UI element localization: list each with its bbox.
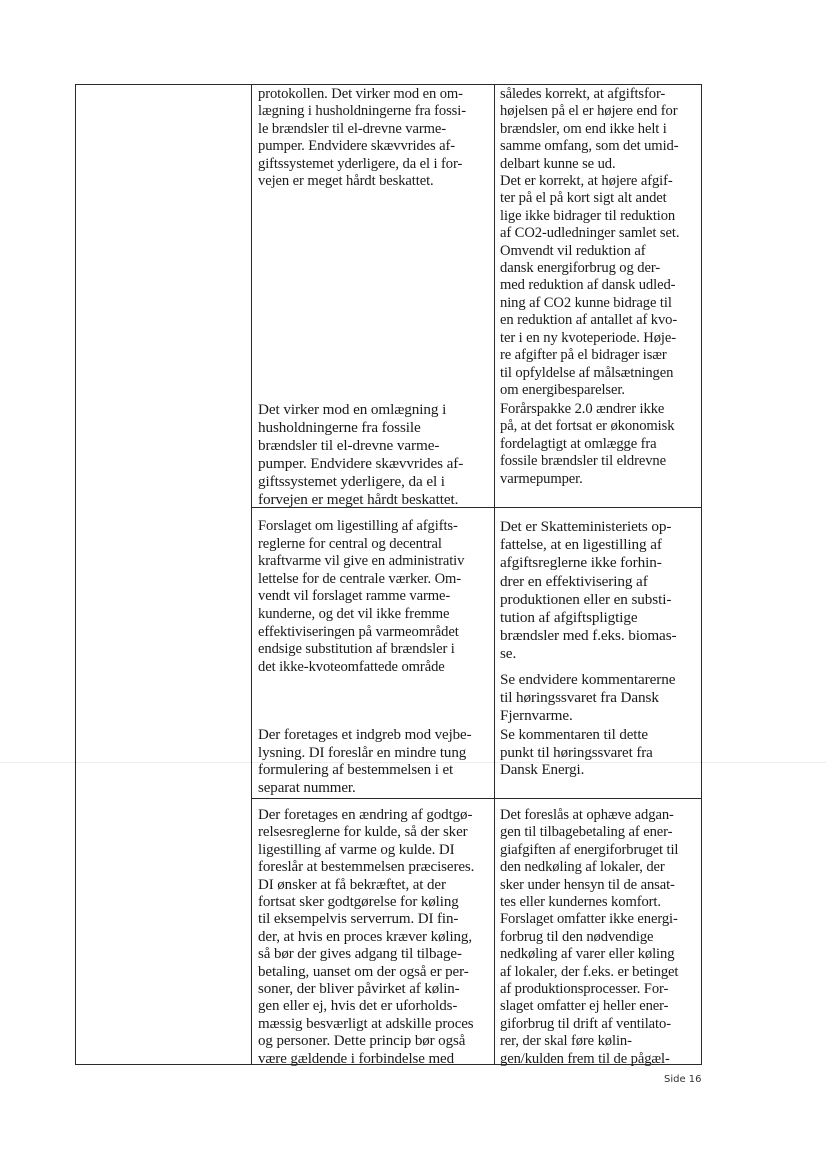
table-column-divider-1 (251, 84, 252, 1065)
row-5-right-cell: Det foreslås at ophæve adgan- gen til tilbagebetaling af ener- giafgiften af energiforbruget til den nedkøling af lokaler, der sker under hensyn til de ansat- tes eller kundernes komfort. Forslaget omfatter ikke energi- forbrug til den nødvendige nedkøling af varer eller køling af lokaler, der f.eks. er betinget af produktionsprocesser. For- slaget omfatter ej heller ener- giforbrug til drift af ventilato- rer, der skal føre kølin- gen/kulden frem til de pågæl- (500, 807, 679, 1067)
row-1-right-cell: således korrekt, at afgiftsfor- højelsen på el er højere end for brændsler, om end ikke helt i samme omfang, som det umid- delbart kunne se ud. Det er korrekt, at højere afgif- ter på el på kort sigt alt andet lige ikke bidrager til reduktion af CO2-udledninger samlet set. Omvendt vil reduktion af dansk energiforbrug og der- med reduktion af dansk udled- ning af CO2 kunne bidrage til en reduktion af antallet af kvo- ter i en ny kvoteperiode. Høje- re afgifter på el bidrager især til opfyldelse af målsætningen om energibesparelser. (500, 86, 680, 398)
table-column-divider-2 (494, 84, 495, 1065)
row-3-middle-cell: Forslaget om ligestilling af afgifts- reglerne for central og decentral kraftvarme vil give en administrativ lettelse for de centrale værker. Om- vendt vil forslaget ramme varme- kunderne, og det vil ikke fremme effektiviseringen på varmeområdet endsige substitution af brændsler i det ikke-kvoteomfattede område (258, 518, 465, 675)
row-3-right-cell: Det er Skatteministeriets op- fattelse, at en ligestilling af afgiftsreglerne ikke forhin- drer en effektivisering af produktionen eller en substi- tution af afgiftspligtige brændsler med f.eks. biomas- se. (500, 518, 677, 663)
row-2-right-cell: Forårspakke 2.0 ændrer ikke på, at det fortsat er økonomisk fordelagtigt at omlægge fra fossile brændsler til eldrevne varmepumper. (500, 401, 675, 487)
row-3-right-extra-cell: Se endvidere kommentarerne til høringssvaret fra Dansk Fjernvarme. (500, 671, 676, 724)
page-number: Side 16 (664, 1074, 702, 1085)
row-1-middle-cell: protokollen. Det virker mod en om- lægning i husholdningerne fra fossi- le brændsler til el-drevne varme- pumper. Endvidere skævvrides af- giftssystemet yderligere, da el i for- vejen er meget hårdt beskattet. (258, 86, 466, 190)
row-divider-right-1 (494, 507, 701, 508)
row-divider-right-2 (494, 798, 701, 799)
table-left-border (75, 84, 76, 1065)
table-top-border (75, 84, 702, 85)
row-4-right-cell: Se kommentaren til dette punkt til høringssvaret fra Dansk Energi. (500, 727, 653, 779)
row-divider-middle-2 (251, 798, 494, 799)
table-right-border (701, 84, 702, 1065)
row-5-middle-cell: Der foretages en ændring af godtgø- relsesreglerne for kulde, så der sker ligestilling af varme og kulde. DI foreslår at bestemmelsen præciseres. DI ønsker at få bekræftet, at der fortsat sker godtgørelse for køling til eksempelvis serverrum. DI fin- der, at hvis en proces kræver køling, så bør der gives adgang til tilbage- betaling, uanset om der også er per- soner, der bliver påvirket af kølin- gen eller ej, hvis det er uforholds- mæssig besværligt at adskille proces og personer. Dette princip bør også være gældende i forbindelse med (258, 807, 475, 1067)
row-2-middle-cell: Det virker mod en omlægning i husholdningerne fra fossile brændsler til el-drevne varme- pumper. Endvidere skævvrides af- giftssystemet yderligere, da el i forvejen er meget hårdt beskattet. (258, 401, 464, 508)
row-4-middle-cell: Der foretages et indgreb mod vejbe- lysning. DI foreslår en mindre tung formulering af bestemmelsen i et separat nummer. (258, 727, 472, 796)
